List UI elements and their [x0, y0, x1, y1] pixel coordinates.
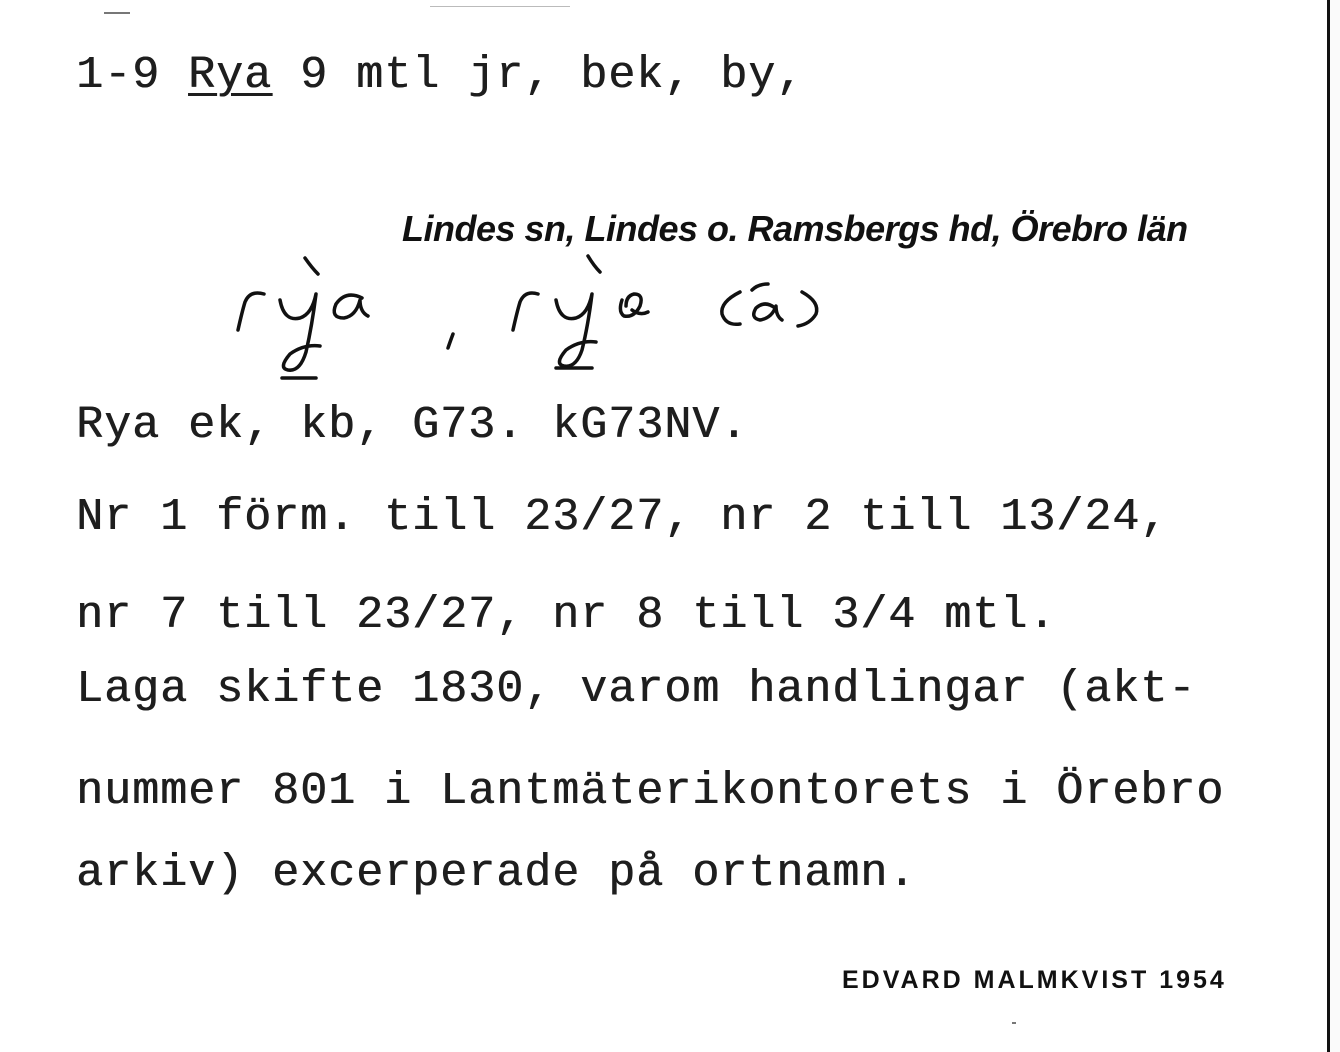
body-line-5: nummer 801 i Lantmäterikontorets i Örebro [76, 766, 1225, 817]
body-line-2: Nr 1 förm. till 23/27, nr 2 till 13/24, [76, 492, 1169, 543]
body-line-4: Laga skifte 1830, varom handlingar (akt- [76, 664, 1197, 715]
author-signature: EDVARD MALMKVIST 1954 [842, 966, 1227, 994]
entry-heading-details: 9 mtl jr, bek, by, [272, 50, 805, 101]
card-edge-margin [1330, 0, 1340, 1052]
body-line-1: Rya ek, kb, G73. kG73NV. [76, 400, 749, 451]
headword: Rya [188, 50, 273, 101]
scan-speck [104, 12, 130, 14]
scan-speck [430, 6, 570, 7]
handwritten-pronunciation [220, 250, 860, 400]
body-line-6: arkiv) excerperade på ortnamn. [76, 848, 917, 899]
entry-heading-line [76, 50, 804, 101]
card-edge-line [1327, 0, 1330, 1052]
parish-stamp: Lindes sn, Lindes o. Ramsbergs hd, Örebro län [402, 208, 1188, 249]
body-line-3: nr 7 till 23/27, nr 8 till 3/4 mtl. [76, 590, 1057, 641]
entry-number: 1-9 [76, 50, 189, 101]
scan-speck [1012, 1022, 1016, 1024]
